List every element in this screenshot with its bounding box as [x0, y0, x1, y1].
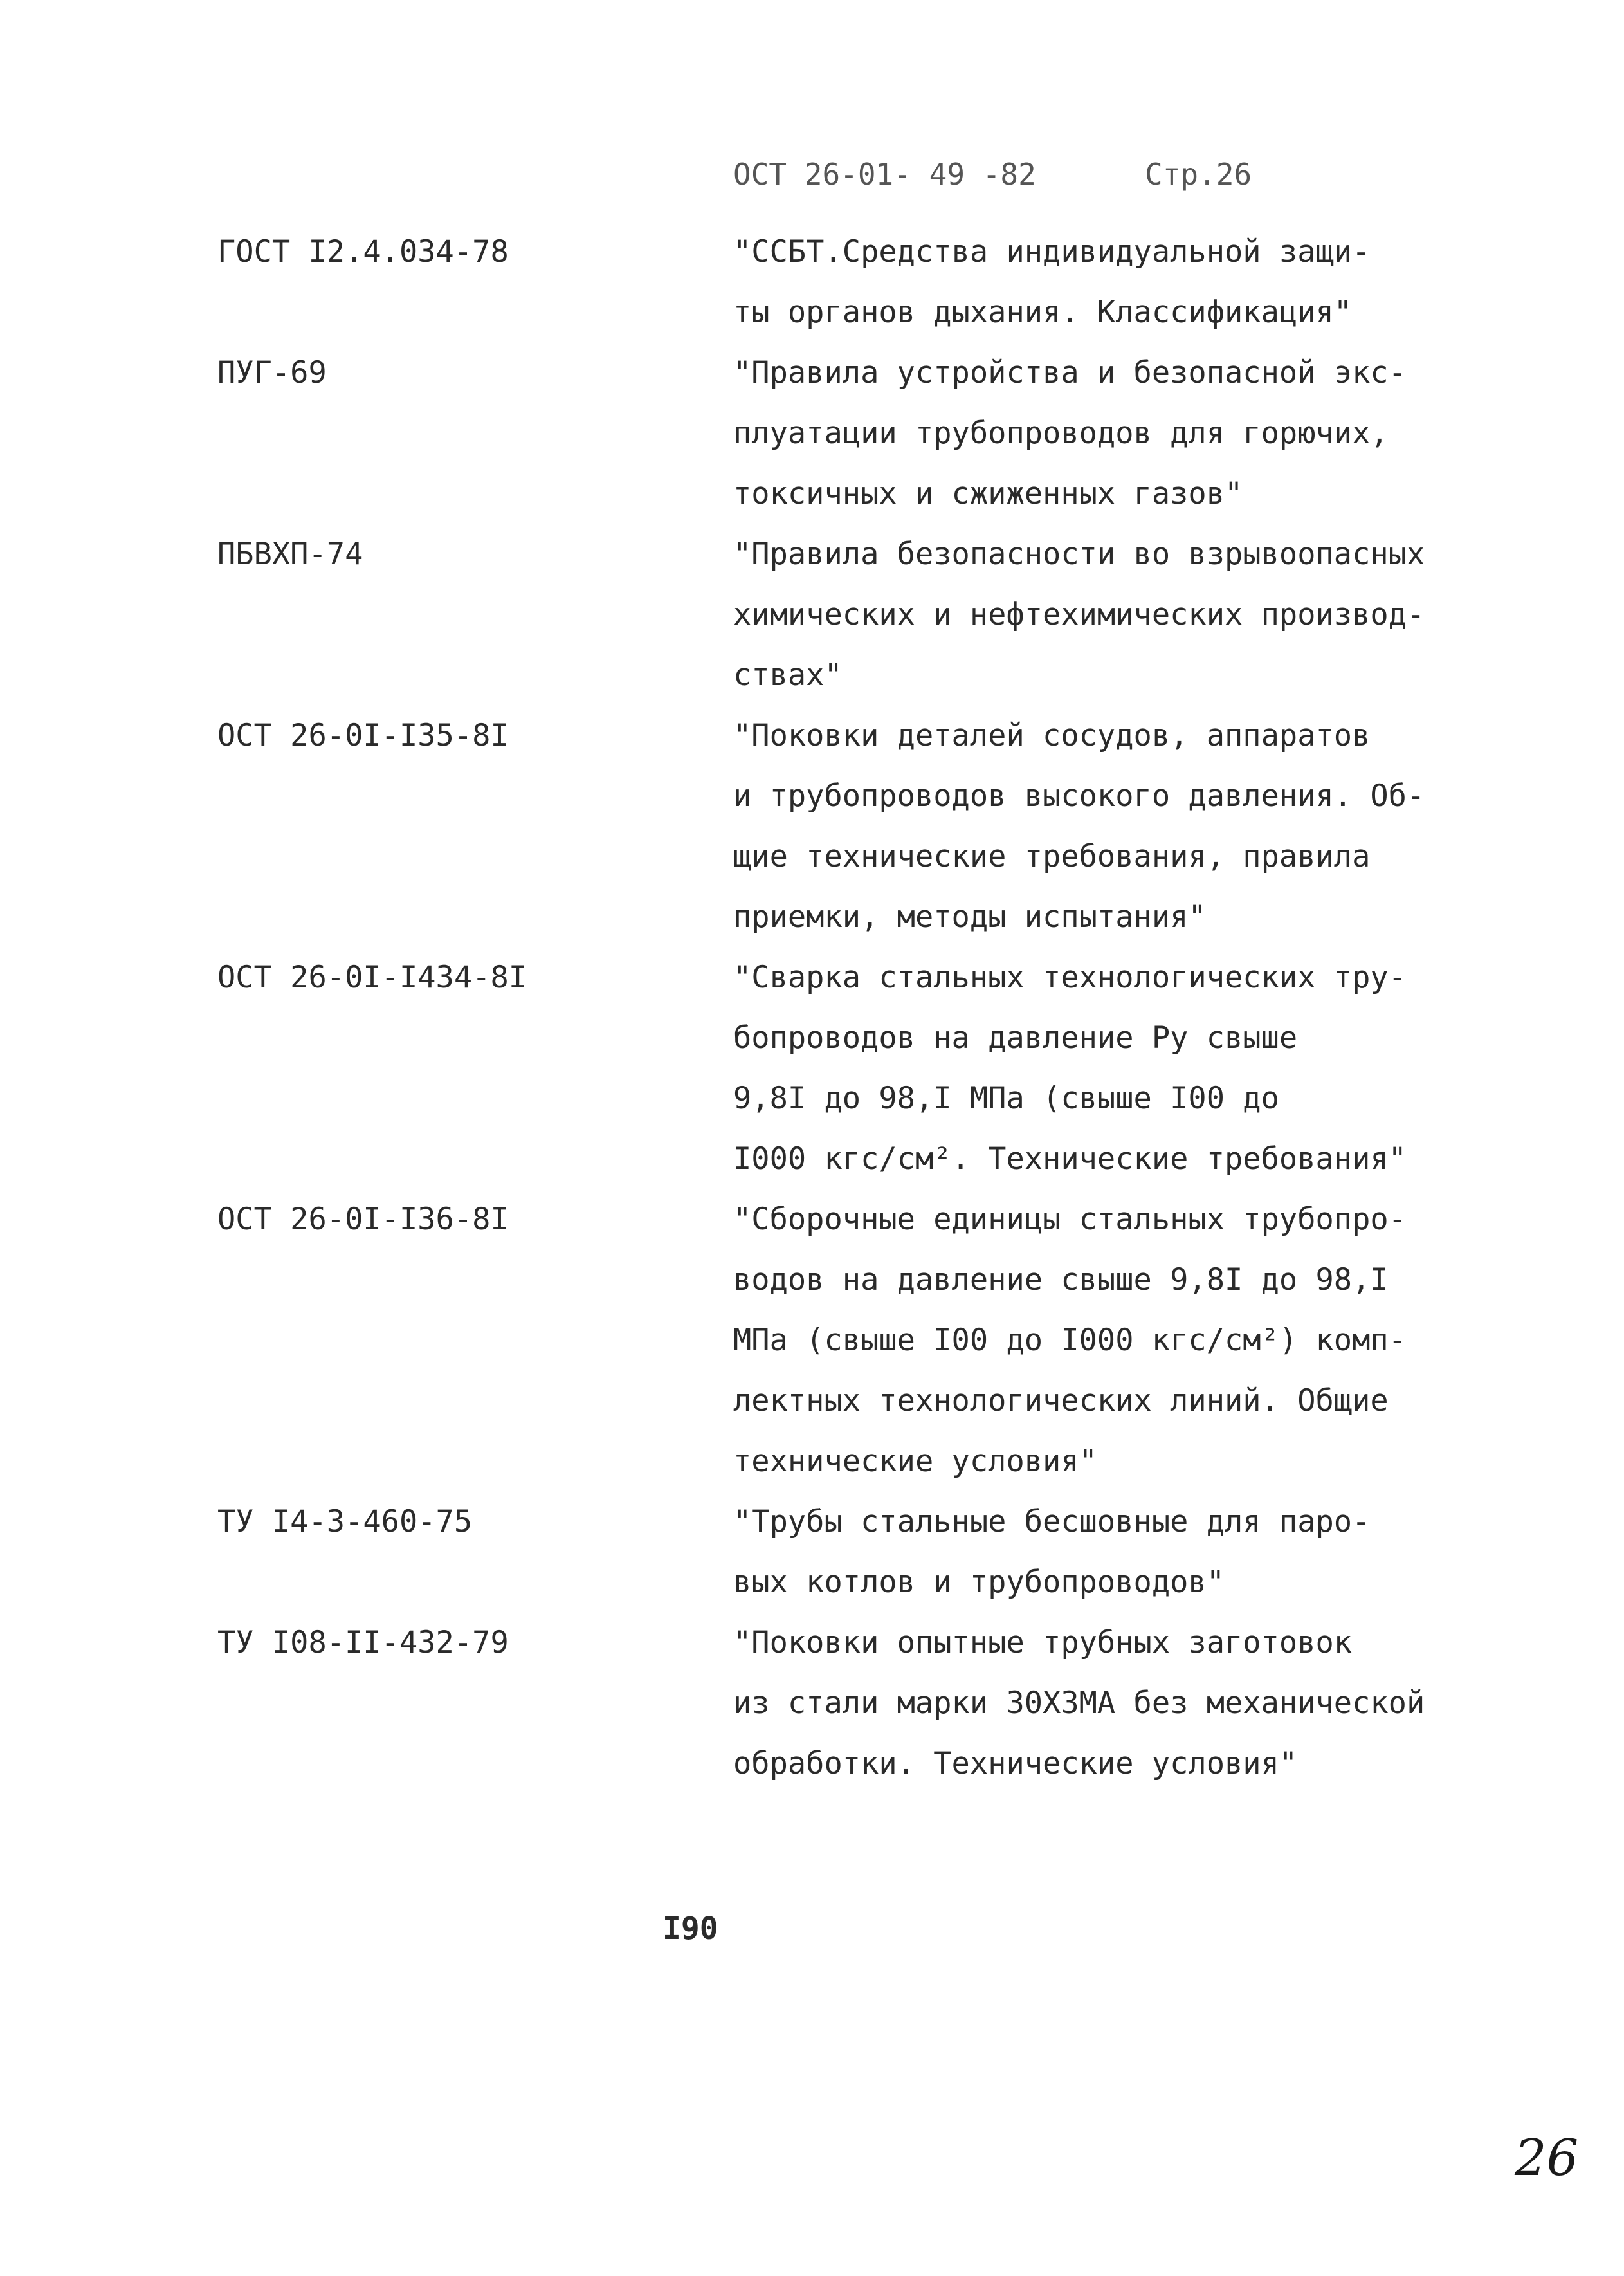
- standard-title-line: химических и нефтехимических производ-: [733, 597, 1425, 632]
- standard-title-line: лектных технологических линий. Общие: [733, 1383, 1389, 1418]
- standard-title-line: водов на давление свыше 9,8I до 98,I: [733, 1262, 1389, 1298]
- handwritten-page-number: 26: [1515, 2129, 1579, 2187]
- page-label: Стр.26: [1145, 157, 1252, 192]
- standard-title-line: щие технические требования, правила: [733, 839, 1371, 874]
- standard-title: [733, 706, 1425, 948]
- standard-code: ГОСТ I2.4.034-78: [217, 234, 509, 270]
- standard-title: [733, 222, 1370, 343]
- standard-title-line: вых котлов и трубопроводов": [733, 1565, 1225, 1600]
- standard-title-line: "Сборочные единицы стальных трубопро-: [733, 1202, 1407, 1237]
- standard-title-line: плуатации трубопроводов для горючих,: [733, 416, 1389, 451]
- standard-title: [733, 948, 1407, 1189]
- document-code: ОСТ 26-01- 49 -82: [733, 157, 1036, 192]
- standard-code: ПБВХП-74: [217, 537, 363, 572]
- standard-title-line: токсичных и сжиженных газов": [733, 476, 1243, 511]
- standard-title-line: "Трубы стальные бесшовные для паро-: [733, 1504, 1371, 1539]
- standard-title-line: ты органов дыхания. Классификация": [733, 295, 1353, 330]
- standard-code: ОСТ 26-0I-I36-8I: [217, 1202, 509, 1237]
- standard-title-line: "Поковки деталей сосудов, аппаратов: [733, 718, 1371, 753]
- standard-title: [733, 1613, 1425, 1794]
- standard-title-line: из стали марки 30ХЗМА без механической: [733, 1685, 1425, 1721]
- standard-title-line: бопроводов на давление Ру свыше: [733, 1020, 1298, 1056]
- standard-title-line: "Правила безопасности во взрывоопасных: [733, 537, 1425, 572]
- standard-code: ОСТ 26-0I-I35-8I: [217, 718, 509, 753]
- standard-title-line: МПа (свыше I00 до I000 кгс/см²) комп-: [733, 1323, 1407, 1358]
- standard-code: ТУ I08-II-432-79: [217, 1625, 509, 1660]
- standard-code: ОСТ 26-0I-I434-8I: [217, 960, 527, 995]
- standard-title: [733, 1189, 1407, 1492]
- standard-code: ПУГ-69: [217, 355, 327, 390]
- page-number: I90: [662, 1911, 718, 1947]
- standard-title: [733, 524, 1425, 706]
- standard-title: [733, 1492, 1370, 1613]
- standard-title-line: "Правила устройства и безопасной экс-: [733, 355, 1407, 390]
- standard-title-line: "ССБТ.Средства индивидуальной защи-: [733, 234, 1371, 270]
- page-header: [733, 157, 1273, 192]
- standard-title-line: "Сварка стальных технологических тру-: [733, 960, 1407, 995]
- standard-title-line: 9,8I до 98,I МПа (свыше I00 до: [733, 1081, 1279, 1116]
- standard-title-line: и трубопроводов высокого давления. Об-: [733, 778, 1425, 814]
- standard-title: [733, 343, 1407, 524]
- standard-title-line: I000 кгс/см². Технические требования": [733, 1141, 1407, 1177]
- standard-code: ТУ I4-3-460-75: [217, 1504, 473, 1539]
- standard-title-line: "Поковки опытные трубных заготовок: [733, 1625, 1353, 1660]
- standard-title-line: ствах": [733, 657, 843, 693]
- standard-title-line: обработки. Технические условия": [733, 1746, 1298, 1781]
- standard-title-line: технические условия": [733, 1444, 1097, 1479]
- standard-title-line: приемки, методы испытания": [733, 899, 1207, 935]
